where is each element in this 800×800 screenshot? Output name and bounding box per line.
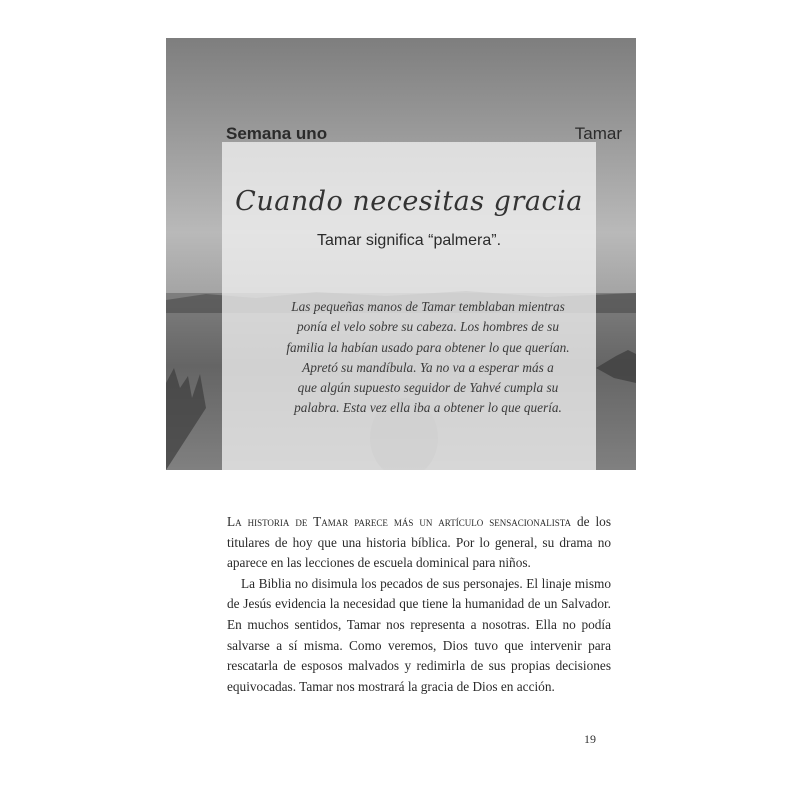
intro-line: Las pequeñas manos de Tamar temblaban mientras	[291, 299, 565, 314]
section-label: Semana uno	[226, 124, 328, 143]
page-number: 19	[584, 732, 596, 746]
chapter-label: Tamar	[574, 124, 622, 143]
body-text	[227, 512, 611, 697]
intro-line: que algún supuesto seguidor de Yahvé cumpla su	[297, 380, 559, 396]
intro-line: familia la habían usado para obtener lo que querían.	[286, 339, 570, 355]
chapter-title: Cuando necesitas gracia	[235, 186, 583, 217]
intro-line: Apretó su mandíbula. Ya no va a esperar más a	[302, 359, 554, 375]
body-paragraph-2: La Biblia no disimula los pecados de sus personajes. El linaje mismo de Jesús evidencia la necesidad que tiene la humanidad de un Salvador. En muchos sentidos, Tamar nos representa a nosotras. Ella no podía salvarse a sí misma. Como veremos, Dios tuvo que intervenir para rescatarla de esposos malvados y redimirla de sus propias decisiones equivocadas. Tamar nos mostrará la gracia de Dios en acción.	[227, 575, 611, 694]
intro-passage	[258, 297, 598, 419]
intro-line: ponía el velo sobre su cabeza. Los hombres de su	[297, 319, 559, 335]
paragraph-text: de los titulares de hoy que una historia bíblica. Por lo general, su drama no aparece en las lecciones de escuela dominical para niños.	[227, 514, 612, 571]
intro-line: palabra. Esta vez ella iba a obtener lo que quería.	[294, 400, 562, 416]
body-paragraph-1	[227, 512, 611, 574]
paragraph-lead: La historia de Tamar parece más un artículo sensacionalista	[227, 514, 571, 529]
chapter-subtitle: Tamar significa “palmera”.	[316, 232, 502, 249]
